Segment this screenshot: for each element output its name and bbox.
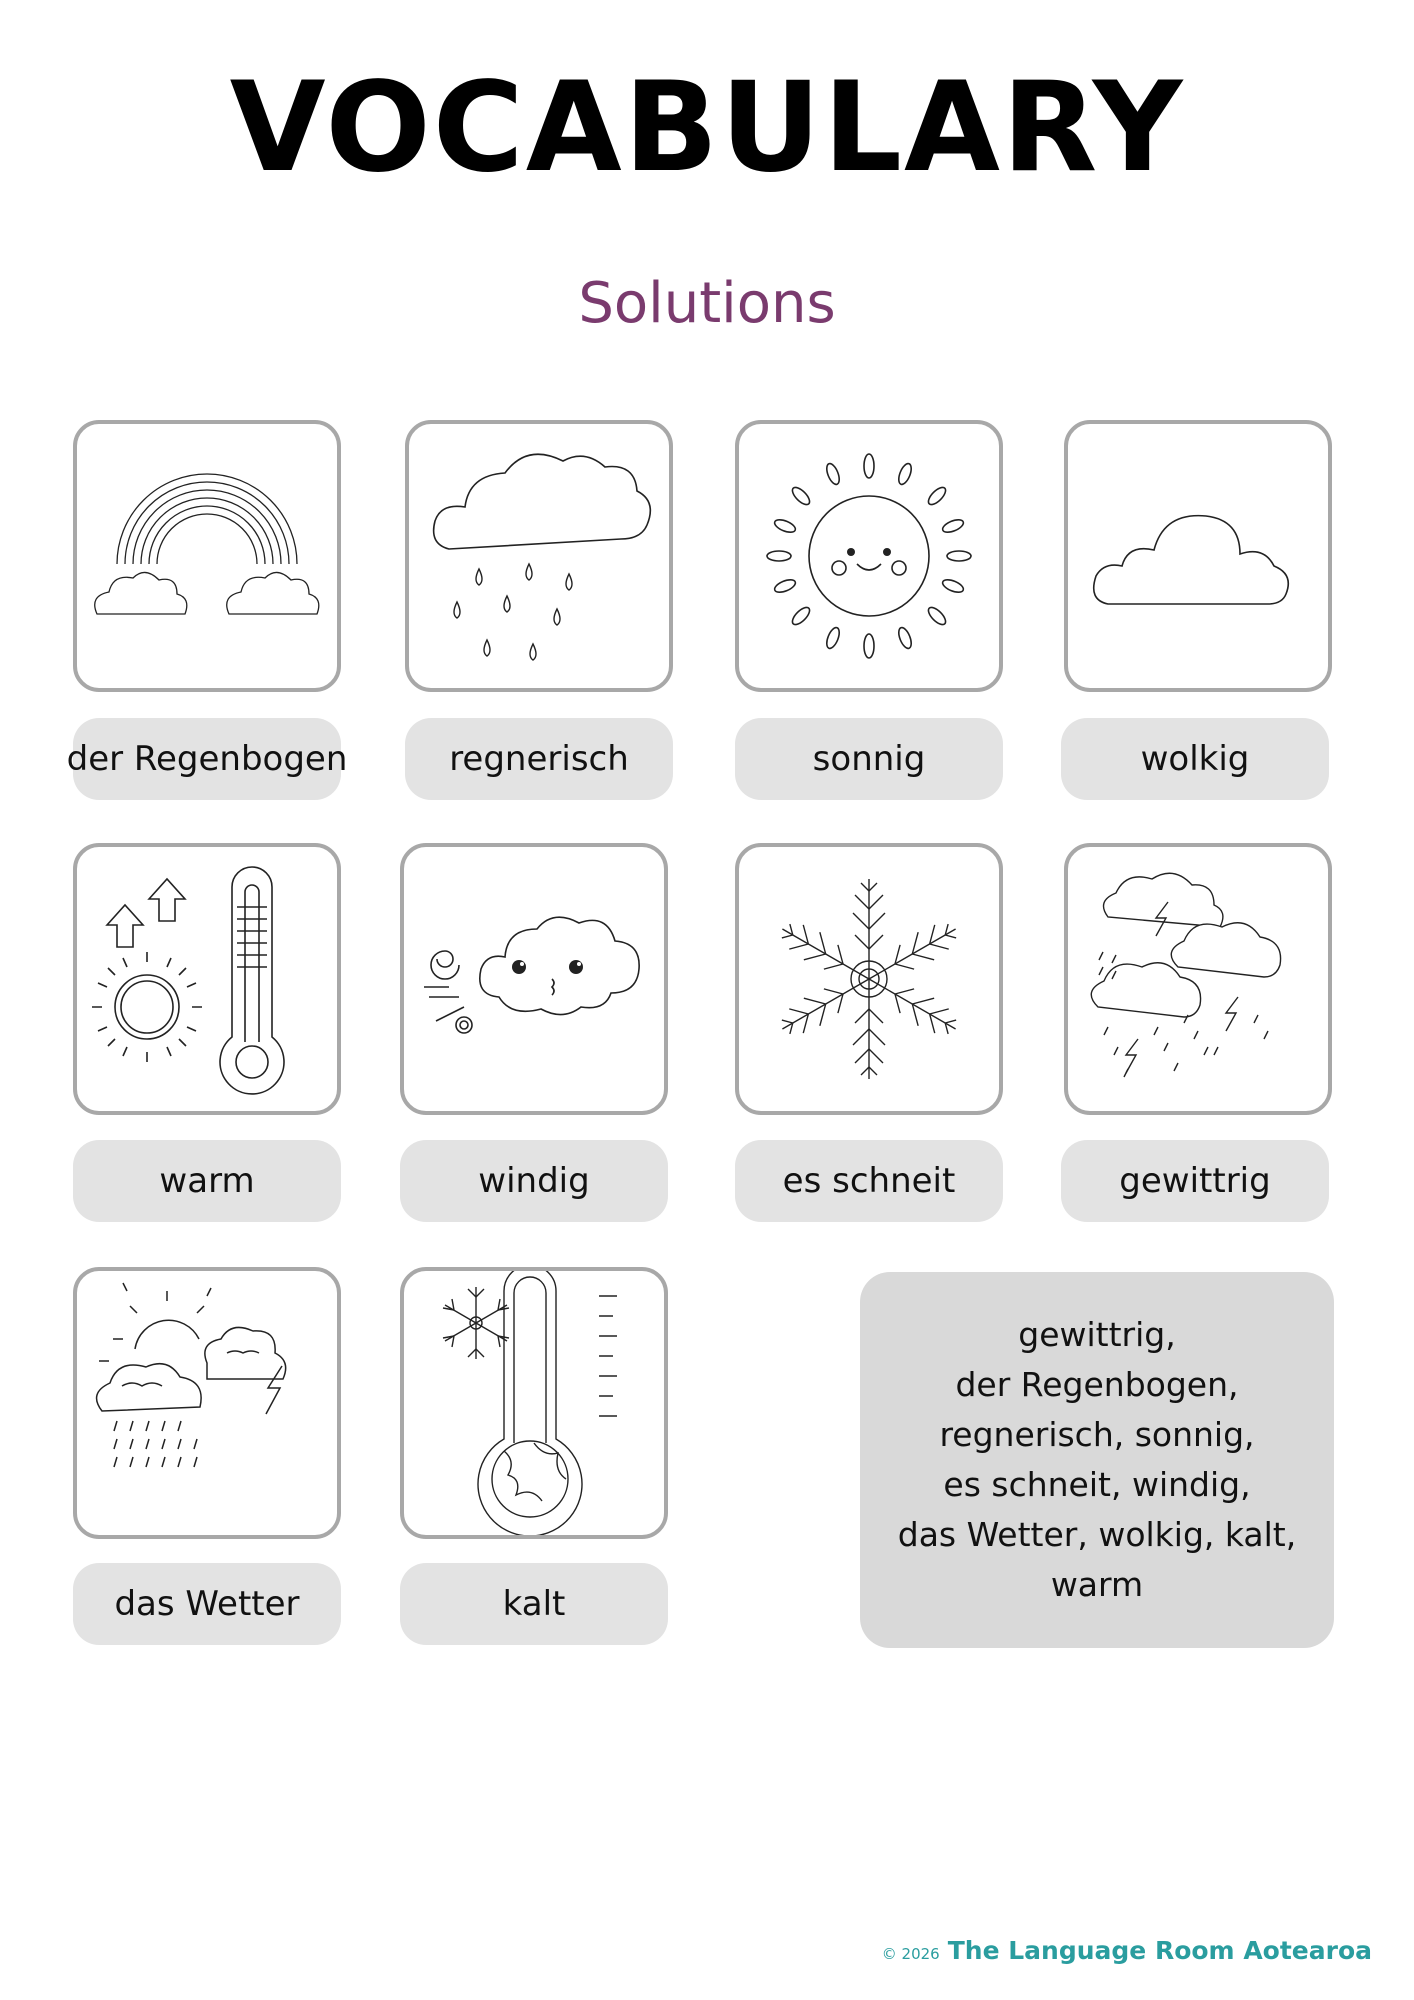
word-label: sonnig: [735, 718, 1003, 800]
word-label: warm: [73, 1140, 341, 1222]
sun-icon: [739, 424, 999, 688]
word-label: es schneit: [735, 1140, 1003, 1222]
card-snow: [735, 843, 1003, 1115]
card-rain: [405, 420, 673, 692]
copyright-text: © 2026: [881, 1945, 940, 1963]
brand-name: The Language Room Aotearoa: [947, 1936, 1372, 1965]
card-wind: [400, 843, 668, 1115]
card-sun: [735, 420, 1003, 692]
word-bank-line: das Wetter, wolkig, kalt,: [897, 1515, 1297, 1554]
card-weather: [73, 1267, 341, 1539]
card-cloud: [1064, 420, 1332, 692]
card-warm: [73, 843, 341, 1115]
rainbow-icon: [77, 424, 337, 688]
word-label: windig: [400, 1140, 668, 1222]
rain-cloud-icon: [409, 424, 669, 688]
wind-cloud-icon: [404, 847, 664, 1111]
footer: [882, 1936, 1372, 1965]
card-storm: [1064, 843, 1332, 1115]
word-bank: [860, 1272, 1334, 1648]
word-label: kalt: [400, 1563, 668, 1645]
snowflake-icon: [739, 847, 999, 1111]
weather-icon: [77, 1271, 337, 1535]
card-rainbow: [73, 420, 341, 692]
page-title: VOCABULARY: [229, 56, 1185, 200]
word-label: gewittrig: [1061, 1140, 1329, 1222]
word-bank-line: regnerisch, sonnig,: [939, 1415, 1255, 1454]
word-bank-line: gewittrig,: [1018, 1315, 1176, 1354]
page-subtitle: Solutions: [578, 271, 836, 336]
cold-thermometer-icon: [404, 1271, 664, 1535]
warm-thermometer-icon: [77, 847, 337, 1111]
word-bank-line: der Regenbogen,: [955, 1365, 1239, 1404]
thunderstorm-icon: [1068, 847, 1328, 1111]
word-bank-line: es schneit, windig,: [943, 1465, 1251, 1504]
cloud-icon: [1068, 424, 1328, 688]
card-cold: [400, 1267, 668, 1539]
word-label: der Regenbogen: [73, 718, 341, 800]
word-label: das Wetter: [73, 1563, 341, 1645]
word-label: wolkig: [1061, 718, 1329, 800]
word-label: regnerisch: [405, 718, 673, 800]
word-bank-line: warm: [1050, 1565, 1144, 1604]
